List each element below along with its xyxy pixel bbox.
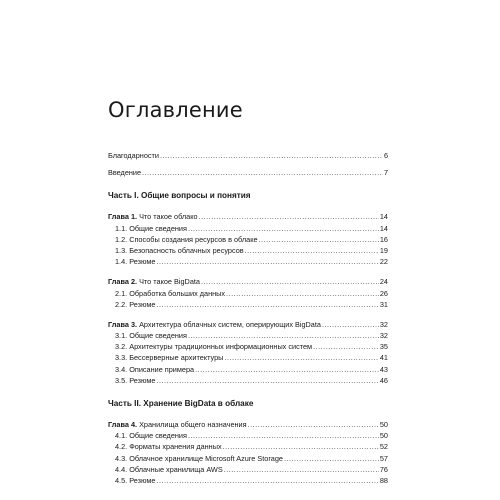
toc-section[interactable]: 4.5. Резюме ..... 88 xyxy=(108,475,388,486)
toc-section[interactable]: 1.2. Способы создания ресурсов в облаке ..... 16 xyxy=(108,234,388,245)
toc-section[interactable]: 4.1. Общие сведения ..... 50 xyxy=(108,430,388,441)
toc-section[interactable]: 3.2. Архитектуры традиционных информационных систем ..... 35 xyxy=(108,341,388,352)
toc-chapter[interactable]: Глава 4. Хранилища общего назначения ..... 50 xyxy=(108,419,388,430)
toc-section[interactable]: 2.2. Резюме ..... 31 xyxy=(108,299,388,310)
toc-section[interactable]: 1.1. Общие сведения ..... 14 xyxy=(108,223,388,234)
toc-section[interactable]: 1.3. Безопасность облачных ресурсов ..... 19 xyxy=(108,245,388,256)
toc-entry-front[interactable]: Благодарности ..... 6 xyxy=(108,150,388,161)
toc-section[interactable]: 1.4. Резюме ..... 22 xyxy=(108,256,388,267)
toc-part-heading[interactable]: Часть I. Общие вопросы и понятия xyxy=(108,191,251,201)
toc-section[interactable]: 4.4. Облачные хранилища AWS ..... 76 xyxy=(108,464,388,475)
toc-section[interactable]: 3.1. Общие сведения ..... 32 xyxy=(108,330,388,341)
toc-entry-front[interactable]: Введение ..... 7 xyxy=(108,167,388,178)
toc-section[interactable]: 4.2. Форматы хранения данных ..... 52 xyxy=(108,441,388,452)
toc-chapter[interactable]: Глава 2. Что такое BigData ..... 24 xyxy=(108,276,388,287)
toc-section[interactable]: 3.4. Описание примера ..... 43 xyxy=(108,364,388,375)
toc-section[interactable]: 3.3. Бессерверные архитектуры ..... 41 xyxy=(108,352,388,363)
toc-chapter[interactable]: Глава 3. Архитектура облачных систем, оперирующих BigData ..... 32 xyxy=(108,319,388,330)
toc-part-heading[interactable]: Часть II. Хранение BigData в облаке xyxy=(108,399,254,408)
toc-section[interactable]: 4.3. Облачное хранилище Microsoft Azure Storage ..... 57 xyxy=(108,453,388,464)
toc-section[interactable]: 2.1. Обработка больших данных ..... 26 xyxy=(108,288,388,299)
page-title: Оглавление xyxy=(108,98,243,122)
table-of-contents xyxy=(108,150,388,486)
toc-chapter[interactable]: Глава 1. Что такое облако ..... 14 xyxy=(108,211,388,222)
toc-section[interactable]: 3.5. Резюме ..... 46 xyxy=(108,375,388,386)
